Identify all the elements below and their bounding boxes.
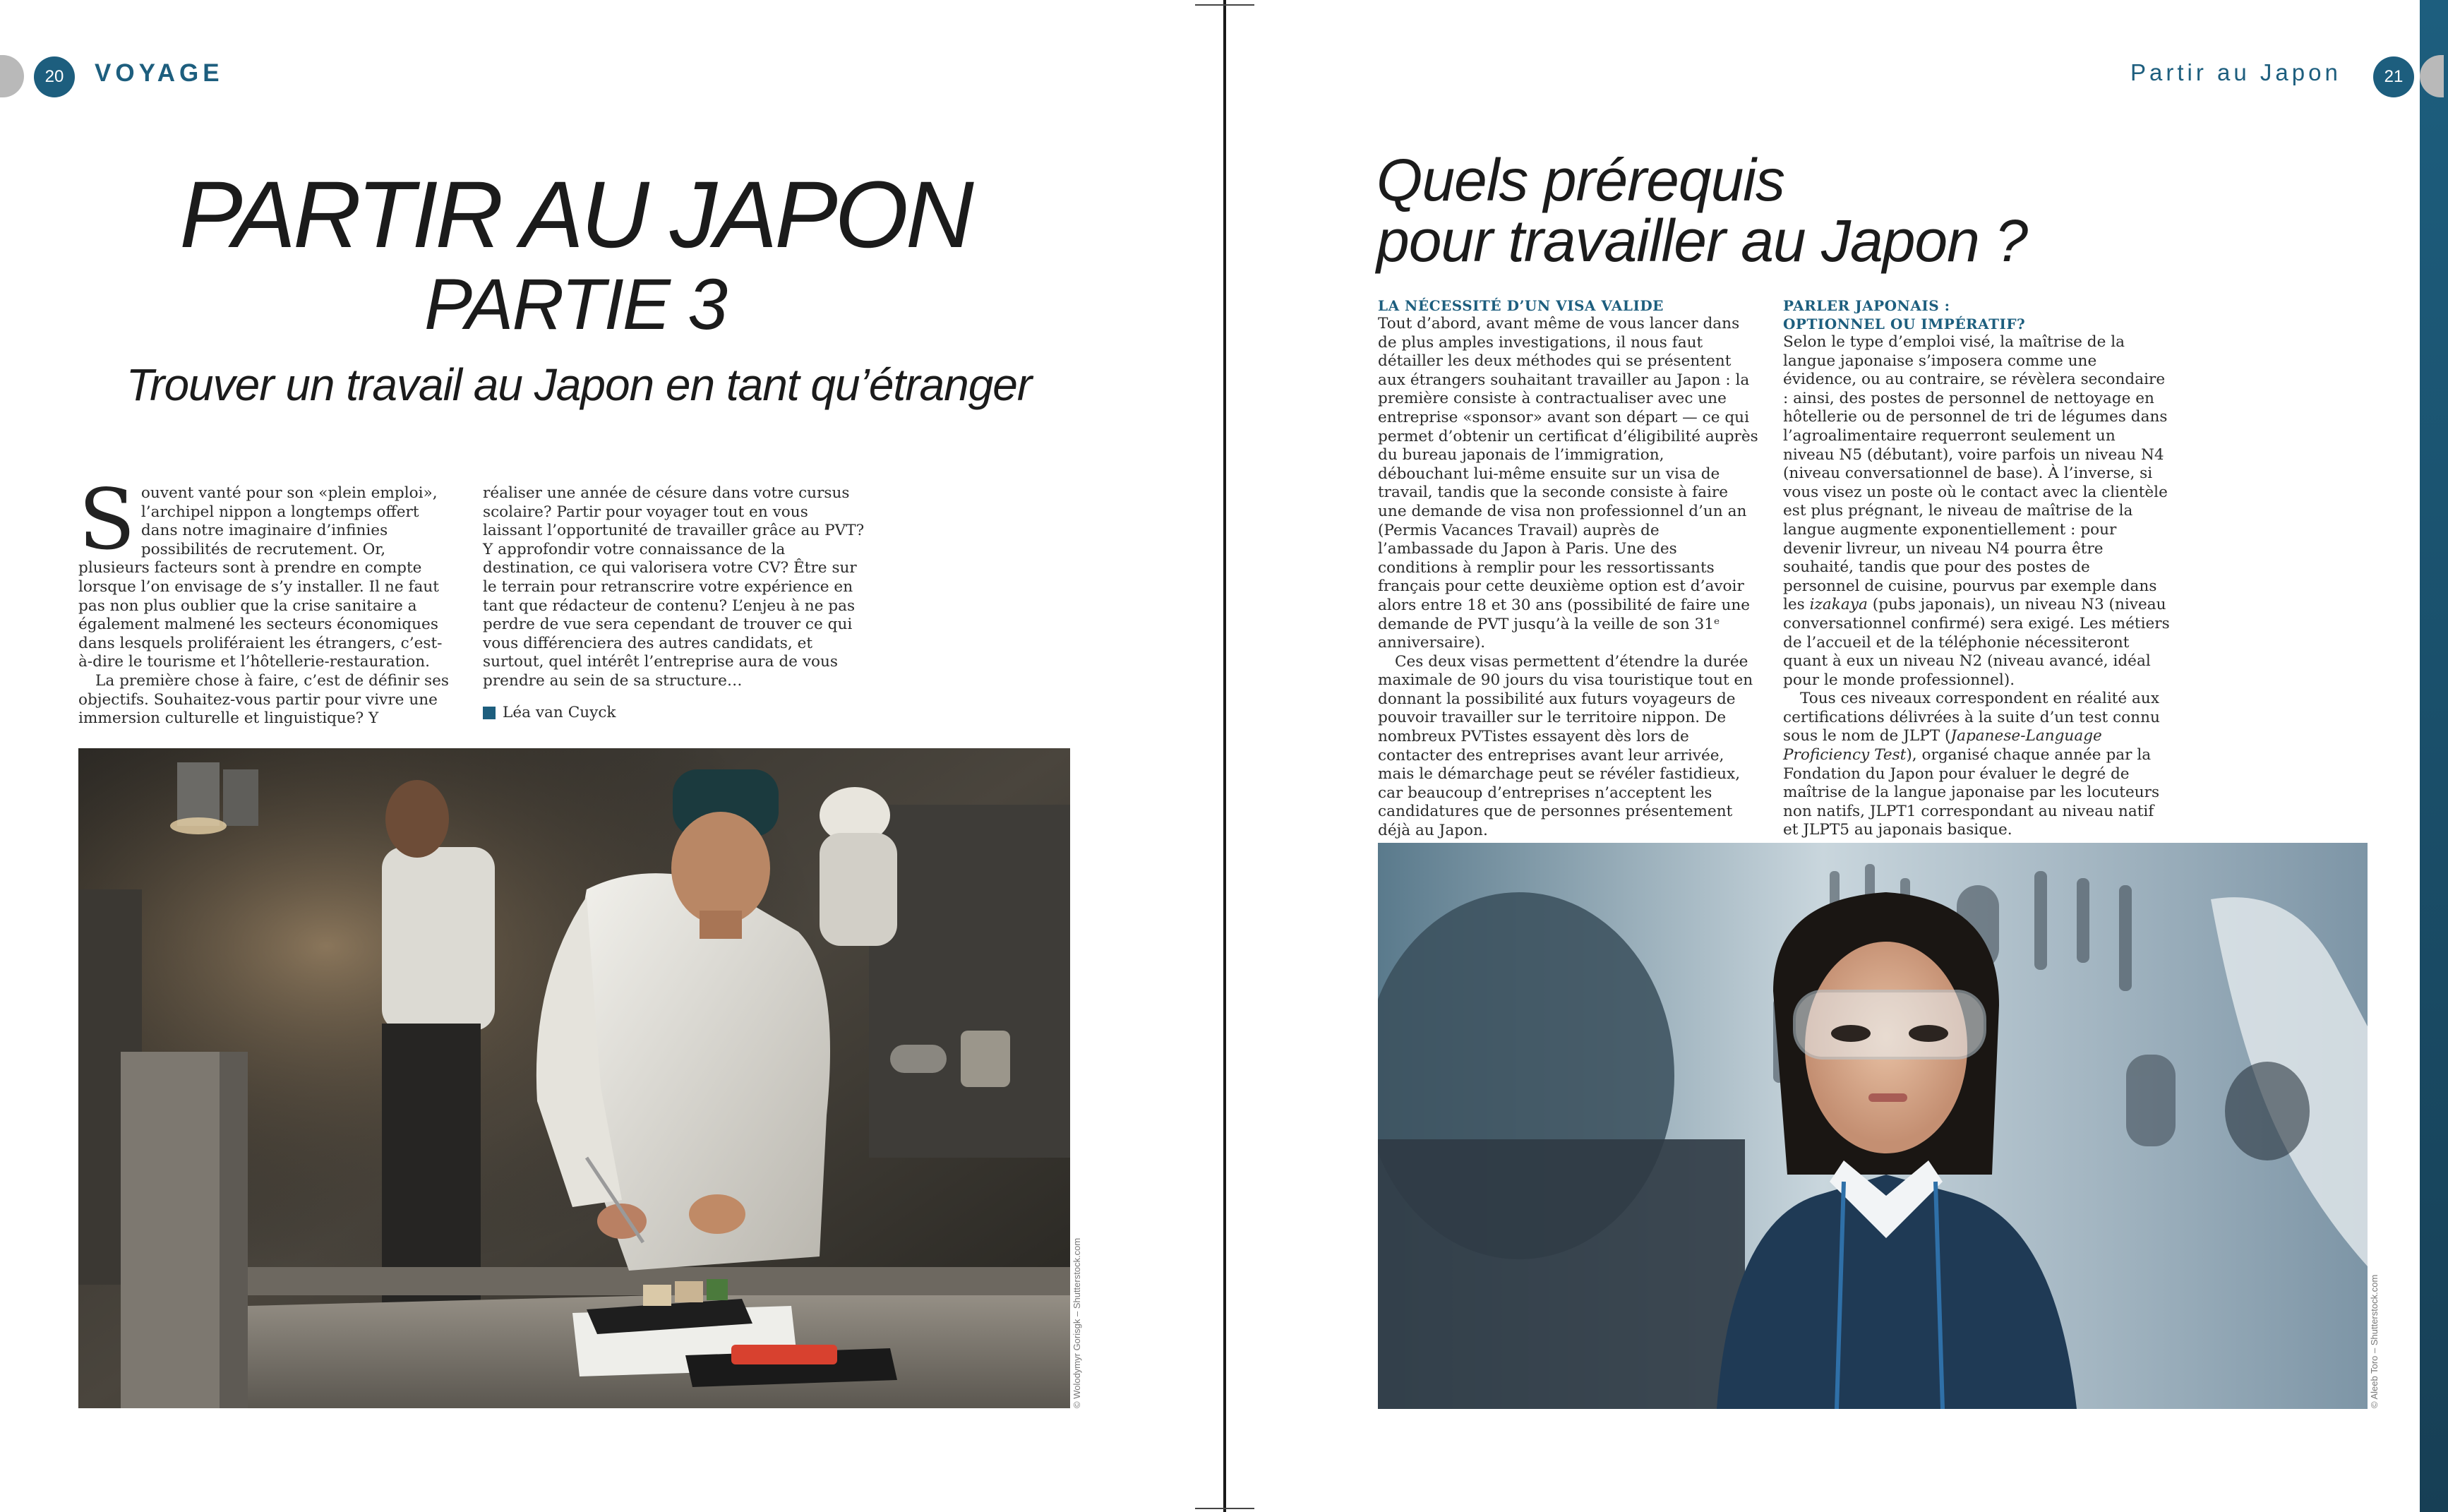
- section-title-line-2: pour travailler au Japon ?: [1376, 208, 2027, 274]
- language-heading-line-2: OPTIONNEL OU IMPÉRATIF?: [1783, 316, 2026, 332]
- izakaya-term: izakaya: [1809, 596, 1868, 614]
- jlpt-term: Japanese-Language Proficiency Test: [1783, 727, 2102, 764]
- author-name: Léa van Cuyck: [503, 703, 616, 721]
- page-spine: [1223, 0, 1226, 1512]
- article-subtitle: Trouver un travail au Japon en tant qu’étranger: [126, 359, 1032, 410]
- language-paragraph-2-text-a: Tous ces niveaux correspondent en réalité aux certifications délivrées à la suite d’un test connu sous le nom de JLPT (: [1783, 690, 2160, 745]
- drop-cap: S: [78, 471, 136, 568]
- chef-photo: [78, 748, 1070, 1408]
- visa-column: [1378, 296, 1759, 841]
- intro-column-2: [483, 484, 868, 722]
- section-title: [1376, 147, 2224, 274]
- article-part: PARTIE 3: [424, 264, 727, 344]
- right-page-color-bar: [2420, 0, 2448, 1512]
- visa-heading: LA NÉCESSITÉ D’UN VISA VALIDE: [1378, 297, 1664, 314]
- left-page-edge-tab: [0, 55, 24, 97]
- intro-paragraph-2: La première chose à faire, c’est de définir ses objectifs. Souhaitez-vous partir pour vivre une immersion culturelle et linguistique? Y: [78, 671, 449, 728]
- visa-paragraph-1: Tout d’abord, avant même de vous lancer dans de plus amples investigations, il nous faut détailler les deux méthodes qui se présentent aux étrangers souhaitant travailler au Japon : la première consiste à contractualiser avec une entreprise «sponsor» avant son départ — ce qui permet d’obtenir un certificat d’éligibilité auprès du bureau japonais de l’immigration, débouchant lui-même ensuite sur un visa de travail, tandis que la seconde consiste à faire une demande de visa non professionnel d’un an (Permis Vacances Travail) auprès de l’ambassade du Japon à Paris. Une des conditions à remplir pour les ressortissants français pour cette deuxième option est d’avoir alors entre 18 et 30 ans (possibilité de faire une demande de PVT jusqu’à la veille de son 31ᵉ anniversaire).: [1378, 315, 1758, 652]
- language-paragraph-2: [1783, 690, 2171, 840]
- byline-square-icon: [483, 707, 496, 719]
- engineer-photo: [1378, 843, 2368, 1409]
- photo-credit-left: © Wolodymyr Gorisgk – Shutterstock.com: [1072, 1237, 1082, 1408]
- crop-mark-bottom: [1195, 1508, 1254, 1509]
- intro-column-1: [78, 471, 454, 728]
- language-paragraph-1-text-b: (pubs japonais), un niveau N3 (niveau conversationnel confirmé) sera exigé. Les métiers de l’accueil et de la téléphonie nécessiteront quant à eux un niveau N2 (niveau avancé, idéal pour le monde professionnel).: [1783, 596, 2170, 689]
- photo-credit-right: © Aleeb Toro – Shutterstock.com: [2369, 1274, 2380, 1408]
- page-number: 20: [34, 56, 75, 97]
- language-paragraph-2-text-b: ), organisé chaque année par la Fondation du Japon pour évaluer le degré de maîtrise de la langue japonaise par les locuteurs non natifs, JLPT1 correspondant au niveau natif et JLPT5 au japonais basique.: [1783, 746, 2160, 839]
- running-header: Partir au Japon: [2130, 59, 2341, 85]
- language-paragraph-1: [1783, 333, 2171, 690]
- language-column: [1783, 296, 2171, 840]
- intro-paragraph-3: réaliser une année de césure dans votre cursus scolaire? Partir pour voyager tout en vous laissant l’opportunité de travailler grâce au PVT? Y approfondir votre connaissance de la destination, ce qui valorisera votre CV? Être sur le terrain pour retranscrire votre expérience en tant que rédacteur de contenu? L’enjeu à ne pas perdre de vue sera cependant de trouver ce qui vous différenciera des autres candidats, et surtout, quel intérêt l’entreprise aura de vous prendre au sein de sa structure…: [483, 484, 865, 690]
- language-heading-line-1: PARLER JAPONAIS :: [1783, 297, 1950, 314]
- article-title: PARTIR AU JAPON: [179, 162, 971, 268]
- language-paragraph-1-text-a: Selon le type d’emploi visé, la maîtrise de la langue japonaise s’imposera comme une évidence, ou au contraire, se révèlera secondaire : ainsi, des postes de personnel de nettoyage en hôtellerie ou de personnel de tri de légumes dans l’agroalimentaire requerront seulement un niveau N5 (débutant), voire parfois un niveau N4 (niveau conversationnel de base). À l’inverse, si vous visez un poste où le contact avec la clientèle est plus prégnant, le niveau de maîtrise de la langue augmente exponentiellement : pour devenir livreur, un niveau N4 pourra être souhaité, tandis que pour des postes de personnel de cuisine, pourvus par exemple dans les: [1783, 333, 2168, 614]
- visa-paragraph-2: Ces deux visas permettent d’étendre la durée maximale de 90 jours du visa touristique tout en donnant la possibilité aux futurs voyageurs de pouvoir travailler sur le territoire nippon. De nombreux PVTistes essayent dès lors de contacter des entreprises avant leur arrivée, mais le démarchage peut se révéler fastidieux, car beaucoup d’entreprises n’acceptent les candidatures que de personnes présentement déjà au Japon.: [1378, 652, 1753, 840]
- author-byline: [483, 704, 868, 723]
- section-label: VOYAGE: [95, 59, 224, 87]
- section-title-line-1: Quels prérequis: [1376, 147, 1784, 213]
- page-number-right: 21: [2373, 56, 2414, 97]
- intro-paragraph-1: ouvent vanté pour son «plein emploi», l’archipel nippon a longtemps offert dans notre imaginaire d’infinies possibilités de recrutement. Or, plusieurs facteurs sont à prendre en compte lorsque l’on envisage de s’y installer. Il ne faut pas non plus oublier que la crise sanitaire a également malmené les secteurs économiques dans lesquels proliféraient les étrangers, c’est-à-dire le tourisme et l’hôtellerie-restauration.: [78, 484, 443, 671]
- crop-mark-top: [1195, 4, 1254, 6]
